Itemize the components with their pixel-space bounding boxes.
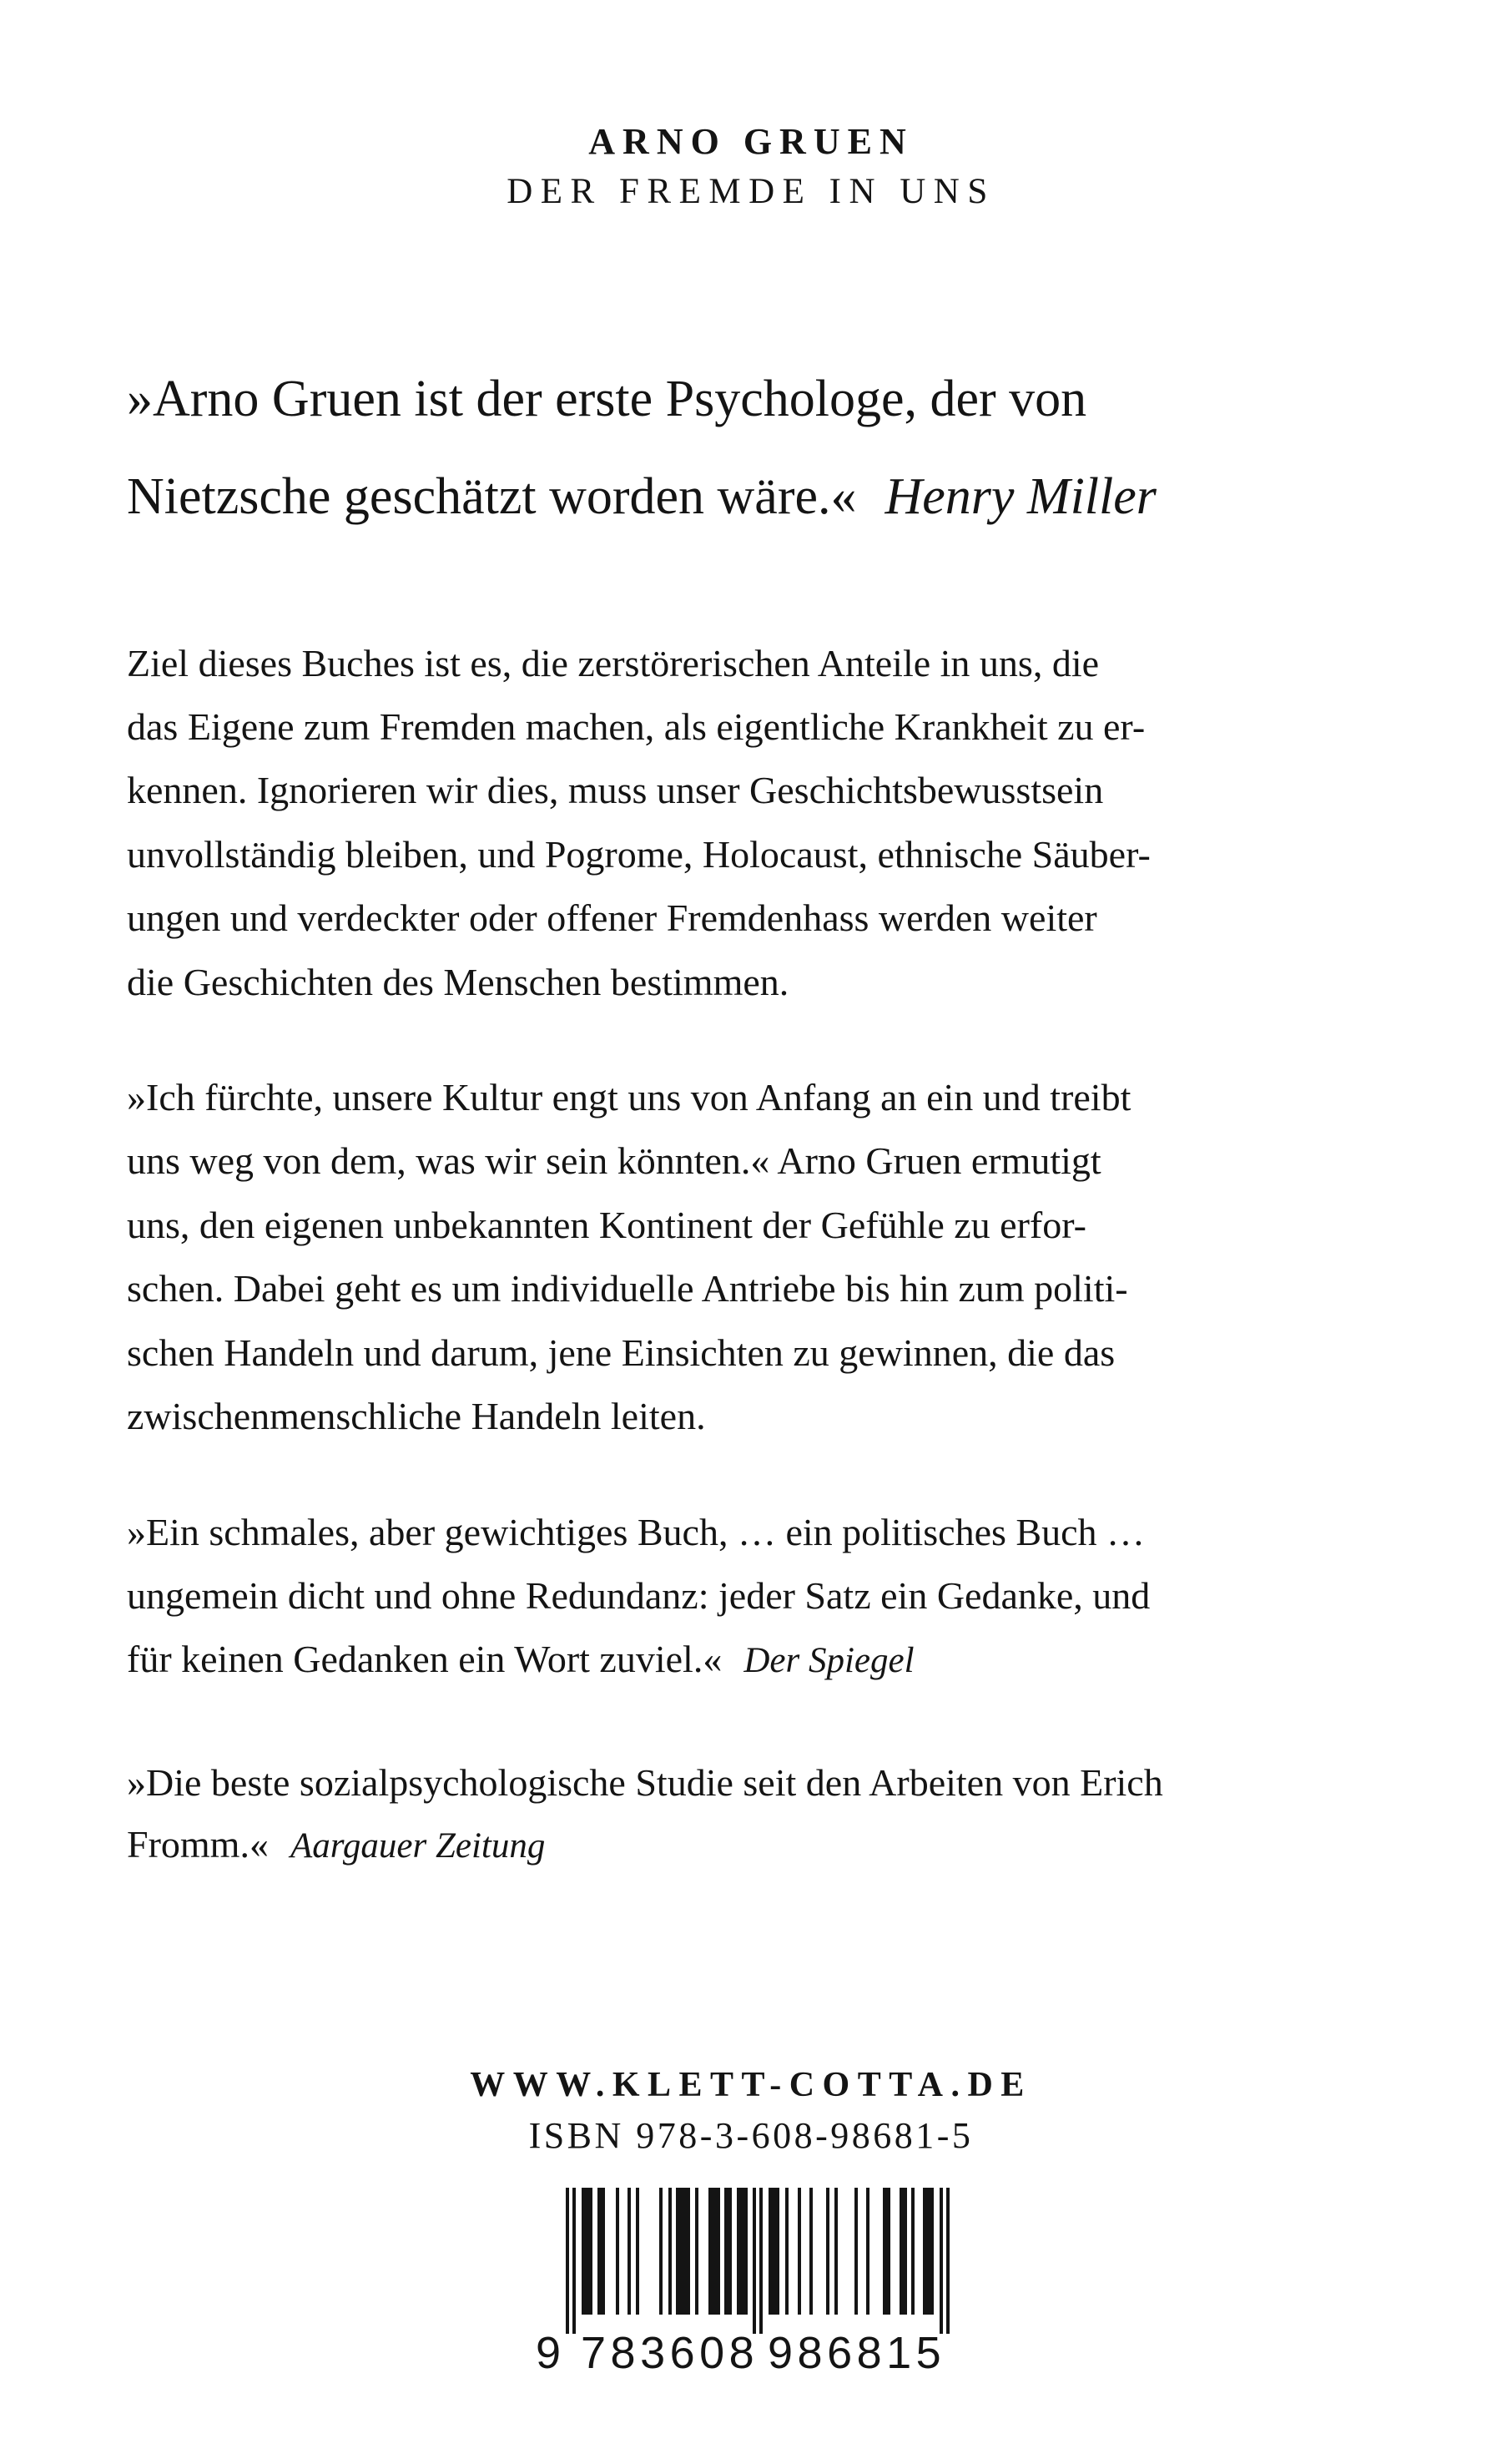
paragraph-line: ungen und verdeckter oder offener Fremdenhass werden weiter bbox=[127, 896, 1097, 939]
paragraph-line: »Ich fürchte, unsere Kultur engt uns von Anfang an ein und treibt bbox=[127, 1076, 1132, 1118]
paragraph-line: uns weg von dem, was wir sein könnten.« Arno Gruen ermutigt bbox=[127, 1139, 1101, 1182]
isbn-number: ISBN 978-3-608-98681-5 bbox=[528, 2115, 974, 2156]
paragraph-line: Ziel dieses Buches ist es, die zerstörerischen Anteile in uns, die bbox=[127, 642, 1100, 684]
paragraph-line: unvollständig bleiben, und Pogrome, Holocaust, ethnische Säuber- bbox=[127, 833, 1151, 876]
paragraph-line: schen Handeln und darum, jene Einsichten zu gewinnen, die das bbox=[127, 1331, 1116, 1374]
lead-quote-line: »Arno Gruen ist der erste Psychologe, der von bbox=[127, 371, 1087, 427]
book-title: DER FREMDE IN UNS bbox=[507, 172, 995, 211]
paragraph-line: die Geschichten des Menschen bestimmen. bbox=[127, 961, 789, 1003]
review-line bbox=[127, 1636, 915, 1684]
paragraph-line: das Eigene zum Fremden machen, als eigentliche Krankheit zu er- bbox=[127, 705, 1146, 748]
review-attribution: Der Spiegel bbox=[743, 1641, 915, 1680]
paragraph-line: kennen. Ignorieren wir dies, muss unser Geschichtsbewusstsein bbox=[127, 769, 1104, 811]
barcode-digits-left: 783608 bbox=[581, 2328, 759, 2377]
lead-quote-line bbox=[127, 467, 1157, 526]
barcode-icon bbox=[534, 2185, 968, 2377]
review-line bbox=[127, 1821, 545, 1870]
review-attribution: Aargauer Zeitung bbox=[290, 1826, 546, 1866]
author-name: ARNO GRUEN bbox=[588, 121, 914, 162]
lead-quote-text: Nietzsche geschätzt worden wäre.« bbox=[127, 468, 857, 525]
review-text: für keinen Gedanken ein Wort zuviel.« bbox=[127, 1638, 723, 1680]
barcode-digit-first: 9 bbox=[536, 2328, 562, 2377]
review-line: »Ein schmales, aber gewichtiges Buch, … ein politisches Buch … bbox=[127, 1511, 1146, 1553]
paragraph-line: zwischenmenschliche Handeln leiten. bbox=[127, 1395, 706, 1437]
review-line: ungemein dicht und ohne Redundanz: jeder Satz ein Gedanke, und bbox=[127, 1574, 1151, 1617]
review-text: Fromm.« bbox=[127, 1823, 269, 1866]
paragraph-line: schen. Dabei geht es um individuelle Antriebe bis hin zum politi- bbox=[127, 1267, 1128, 1310]
barcode-digits-right: 986815 bbox=[768, 2328, 946, 2377]
lead-quote-attribution: Henry Miller bbox=[885, 468, 1157, 525]
paragraph-line: uns, den eigenen unbekannten Kontinent der Gefühle zu erfor- bbox=[127, 1204, 1086, 1246]
review-line: »Die beste sozialpsychologische Studie seit den Arbeiten von Erich bbox=[127, 1761, 1163, 1804]
publisher-website: WWW.KLETT-COTTA.DE bbox=[470, 2066, 1032, 2104]
